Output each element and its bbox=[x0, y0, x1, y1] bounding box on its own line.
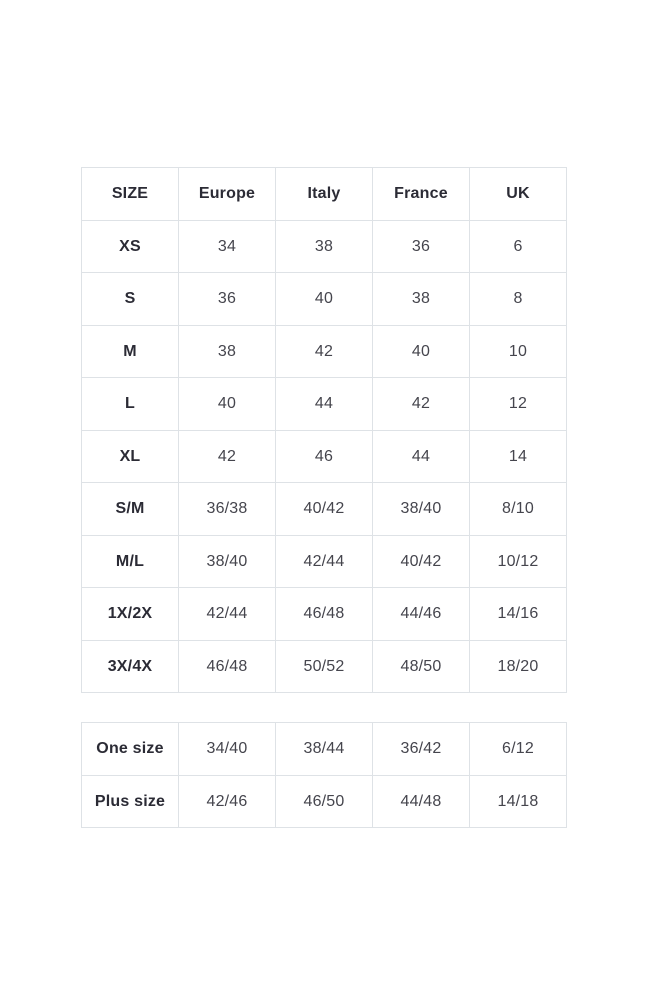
table-cell: 14 bbox=[470, 430, 567, 483]
table-cell: 38 bbox=[373, 273, 470, 326]
table-cell: 42 bbox=[179, 430, 276, 483]
column-header: UK bbox=[470, 168, 567, 221]
table-cell: 10/12 bbox=[470, 535, 567, 588]
table-row bbox=[82, 378, 567, 431]
size-conversion-table bbox=[81, 167, 567, 693]
row-label: L bbox=[82, 378, 179, 431]
table-cell: 40/42 bbox=[276, 483, 373, 536]
row-label: S/M bbox=[82, 483, 179, 536]
table-cell: 36/42 bbox=[373, 723, 470, 776]
table-cell: 46 bbox=[276, 430, 373, 483]
row-label: XS bbox=[82, 220, 179, 273]
column-header: France bbox=[373, 168, 470, 221]
table-cell: 42/44 bbox=[276, 535, 373, 588]
table-cell: 46/48 bbox=[276, 588, 373, 641]
table-cell: 34 bbox=[179, 220, 276, 273]
table-cell: 36 bbox=[373, 220, 470, 273]
table-row bbox=[82, 723, 567, 776]
table-cell: 34/40 bbox=[179, 723, 276, 776]
table-cell: 38/40 bbox=[179, 535, 276, 588]
table-cell: 46/48 bbox=[179, 640, 276, 693]
table-cell: 6/12 bbox=[470, 723, 567, 776]
table-cell: 12 bbox=[470, 378, 567, 431]
table-cell: 8/10 bbox=[470, 483, 567, 536]
column-header: Europe bbox=[179, 168, 276, 221]
table-row bbox=[82, 220, 567, 273]
table-cell: 18/20 bbox=[470, 640, 567, 693]
table-row bbox=[82, 535, 567, 588]
row-label: M/L bbox=[82, 535, 179, 588]
special-sizes-table bbox=[81, 722, 567, 828]
table-cell: 50/52 bbox=[276, 640, 373, 693]
row-label: M bbox=[82, 325, 179, 378]
table-cell: 10 bbox=[470, 325, 567, 378]
column-header: SIZE bbox=[82, 168, 179, 221]
row-label: XL bbox=[82, 430, 179, 483]
table-cell: 42/46 bbox=[179, 775, 276, 828]
size-table-body bbox=[82, 220, 567, 693]
table-row bbox=[82, 430, 567, 483]
table-row bbox=[82, 640, 567, 693]
table-cell: 44 bbox=[373, 430, 470, 483]
row-label: 1X/2X bbox=[82, 588, 179, 641]
table-cell: 38 bbox=[276, 220, 373, 273]
table-cell: 44 bbox=[276, 378, 373, 431]
table-cell: 42/44 bbox=[179, 588, 276, 641]
header-row bbox=[82, 168, 567, 221]
row-label: S bbox=[82, 273, 179, 326]
table-row bbox=[82, 775, 567, 828]
table-cell: 14/16 bbox=[470, 588, 567, 641]
size-chart bbox=[81, 167, 567, 828]
table-row bbox=[82, 483, 567, 536]
table-row bbox=[82, 325, 567, 378]
column-header: Italy bbox=[276, 168, 373, 221]
table-cell: 38/44 bbox=[276, 723, 373, 776]
table-row bbox=[82, 588, 567, 641]
row-label: One size bbox=[82, 723, 179, 776]
row-label: Plus size bbox=[82, 775, 179, 828]
table-cell: 6 bbox=[470, 220, 567, 273]
table-cell: 42 bbox=[373, 378, 470, 431]
table-cell: 14/18 bbox=[470, 775, 567, 828]
table-cell: 44/48 bbox=[373, 775, 470, 828]
table-row bbox=[82, 273, 567, 326]
table-cell: 36/38 bbox=[179, 483, 276, 536]
size-table-header bbox=[82, 168, 567, 221]
special-table-body bbox=[82, 723, 567, 828]
table-cell: 40/42 bbox=[373, 535, 470, 588]
row-label: 3X/4X bbox=[82, 640, 179, 693]
table-cell: 8 bbox=[470, 273, 567, 326]
table-cell: 46/50 bbox=[276, 775, 373, 828]
table-cell: 40 bbox=[276, 273, 373, 326]
table-cell: 36 bbox=[179, 273, 276, 326]
table-cell: 40 bbox=[179, 378, 276, 431]
table-cell: 38/40 bbox=[373, 483, 470, 536]
table-cell: 48/50 bbox=[373, 640, 470, 693]
table-cell: 40 bbox=[373, 325, 470, 378]
table-cell: 44/46 bbox=[373, 588, 470, 641]
table-cell: 42 bbox=[276, 325, 373, 378]
table-cell: 38 bbox=[179, 325, 276, 378]
